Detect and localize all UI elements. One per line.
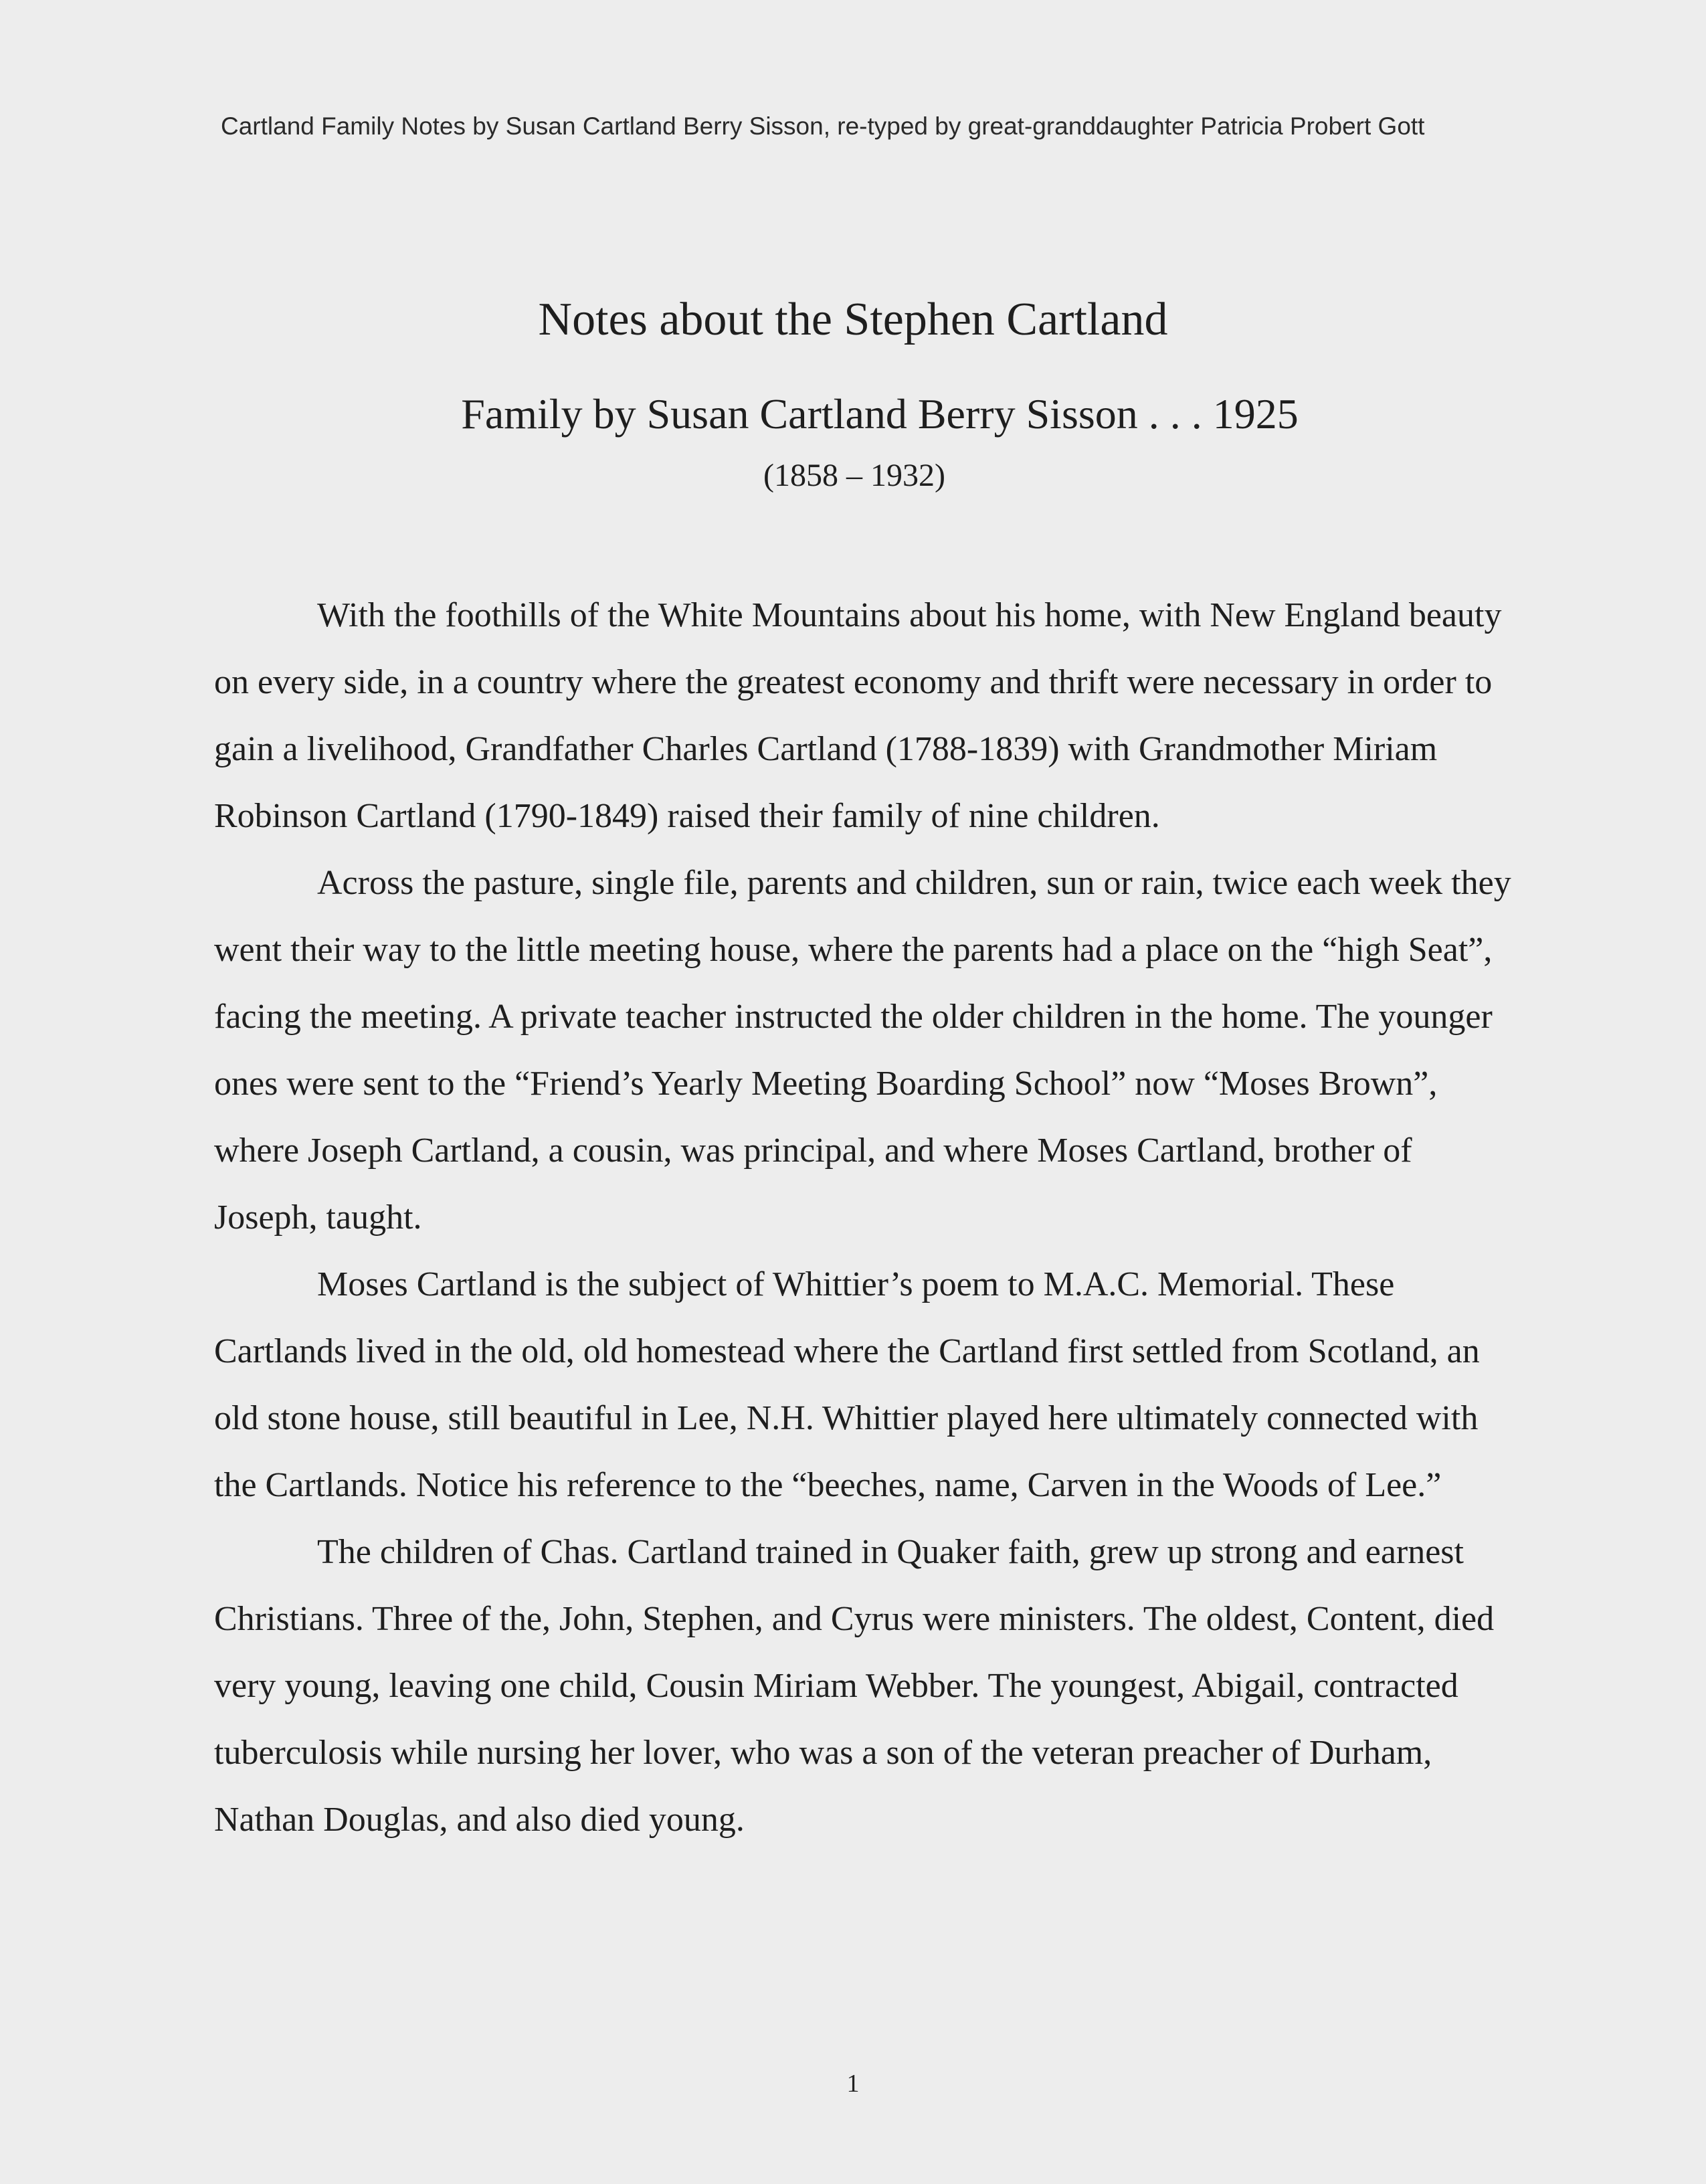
paragraph: With the foothills of the White Mountains about his home, with New England beauty on every side, in a country where the greatest economy and thrift were necessary in order to gain a livelihood, Grandfather Charles Cartland (1788-1839) with Grandmother Miriam Robinson Cartland (1790-1849) raised their family of nine children. [214, 596, 1502, 835]
title-line-1: Notes about the Stephen Cartland [538, 294, 1168, 345]
paragraph: Across the pasture, single file, parents and children, sun or rain, twice each week they went their way to the little meeting house, where the parents had a place on the “high Seat”, facing the meeting. A private teacher instructed the older children in the home. The younger ones were sent to the “Friend’s Yearly Meeting Boarding School” now “Moses Brown”, where Joseph Cartland, a cousin, was principal, and where Moses Cartland, brother of Joseph, taught. [214, 864, 1511, 1237]
page-number: 1 [846, 2070, 860, 2098]
paragraph: The children of Chas. Cartland trained in Quaker faith, grew up strong and earnest Christians. Three of the, John, Stephen, and Cyrus were ministers. The oldest, Content, died very young, leaving one child, Cousin Miriam Webber. The youngest, Abigail, contracted tuberculosis while nursing her lover, who was a son of the veteran preacher of Durham, Nathan Douglas, and also died young. [214, 1533, 1495, 1839]
title-line-2: Family by Susan Cartland Berry Sisson . . . 1925 [461, 390, 1299, 438]
paragraph: Moses Cartland is the subject of Whittier’s poem to M.A.C. Memorial. These Cartlands lived in the old, old homestead where the Cartland first settled from Scotland, an old stone house, still beautiful in Lee, N.H. Whittier played here ultimately connected with the Cartlands. Notice his reference to the “beeches, name, Carven in the Woods of Lee.” [214, 1265, 1480, 1504]
running-header: Cartland Family Notes by Susan Cartland Berry Sisson, re-typed by great-granddaughter Patricia Probert Gott [221, 112, 1425, 140]
body-text [214, 582, 1512, 1853]
author-dates: (1858 – 1932) [763, 458, 945, 493]
